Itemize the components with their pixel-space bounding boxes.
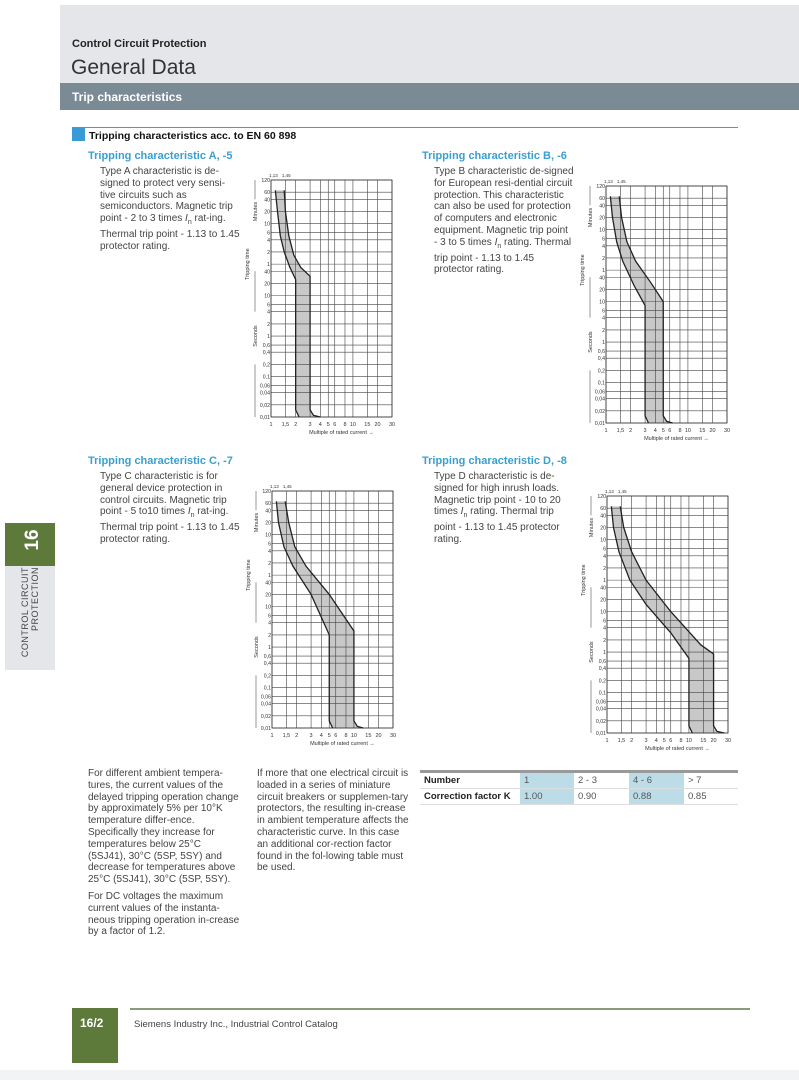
- y-tick-label: 1: [603, 578, 606, 585]
- x-tick-label: 20: [709, 428, 716, 434]
- x-tick-label: 1,5: [282, 733, 291, 739]
- chart-c: [242, 481, 412, 753]
- y-tick-label: 10: [264, 221, 270, 228]
- y-tick-label: 10: [600, 537, 606, 544]
- y-tick-label: 1: [268, 645, 271, 652]
- desc-char-a: [100, 166, 240, 253]
- y-tick-label: 6: [268, 613, 271, 620]
- table-cell: 0.88: [629, 789, 684, 805]
- x-axis-label: Multiple of rated current →: [645, 746, 710, 752]
- y-tick-label: 0,02: [260, 713, 271, 720]
- symbol: I: [187, 506, 191, 518]
- x-axis-label: Multiple of rated current →: [309, 430, 374, 436]
- heading-char-b: Tripping characteristic B, -6: [422, 150, 567, 162]
- y-tick-label: 0,04: [594, 396, 605, 403]
- x-tick-label: 5: [661, 428, 665, 434]
- heading-char-a: Tripping characteristic A, -5: [88, 150, 233, 162]
- y-tick-label: 0,6: [263, 654, 271, 661]
- y-tick-label: 40: [600, 513, 606, 520]
- x-tick-label: 10: [349, 422, 356, 428]
- notes-column: [88, 768, 240, 943]
- desc-text: Type C characteristic is for general device protection in control circuits. Magnetic trip point - 5 to10 times: [100, 471, 227, 518]
- chapter-number: 16: [22, 529, 43, 551]
- y-tick-label: 6: [603, 546, 606, 553]
- y-tick-label: 120: [597, 494, 606, 500]
- table-cell: 4 - 6: [629, 772, 684, 789]
- x-tick-label: 15: [700, 738, 707, 744]
- y-axis-seconds-label: Seconds: [254, 636, 260, 658]
- y-tick-label: 20: [600, 597, 606, 604]
- y-tick-label: 10: [265, 604, 271, 611]
- x-tick-label: 30: [388, 422, 396, 428]
- subscript: n: [187, 219, 192, 227]
- chart-b: [576, 176, 746, 448]
- y-tick-label: 10: [265, 532, 271, 539]
- thermal-label-low: 1,13: [603, 179, 613, 184]
- y-tick-label: 2: [603, 565, 606, 572]
- y-axis-minutes-label: Minutes: [589, 517, 595, 538]
- y-tick-label: 60: [600, 506, 606, 513]
- y-tick-label: 0,4: [597, 356, 605, 363]
- y-tick-label: 4: [267, 309, 270, 316]
- page-number-box: [72, 1008, 118, 1063]
- x-tick-label: 8: [679, 738, 683, 744]
- desc-text: Type A characteristic is de-signed to protect very sensi-tive circuits such as semiconductors. Magnetic trip point - 2 to 3 times: [100, 166, 233, 225]
- x-tick-label: 3: [309, 733, 313, 739]
- section-bar: [60, 83, 799, 110]
- x-tick-label: 5: [327, 733, 331, 739]
- x-tick-label: 6: [669, 738, 673, 744]
- x-tick-label: 15: [365, 733, 372, 739]
- y-tick-label: 0,06: [594, 389, 605, 396]
- y-tick-label: 4: [267, 237, 270, 244]
- y-tick-label: 0,06: [259, 383, 270, 390]
- y-axis-seconds-label: Seconds: [589, 641, 595, 663]
- x-tick-label: 3: [308, 422, 312, 428]
- y-tick-label: 6: [267, 302, 270, 309]
- x-tick-label: 10: [685, 738, 692, 744]
- y-tick-label: 4: [603, 625, 606, 632]
- x-tick-label: 1,5: [617, 738, 626, 744]
- heading-char-c: Tripping characteristic C, -7: [88, 455, 233, 467]
- y-tick-label: 6: [603, 618, 606, 625]
- y-tick-label: 20: [600, 525, 606, 532]
- x-tick-label: 30: [389, 733, 397, 739]
- y-tick-label: 1: [267, 334, 270, 341]
- y-tick-label: 40: [265, 580, 271, 587]
- desc-char-c: [100, 471, 240, 546]
- note-series: If more that one electrical circuit is loaded in a series of miniature circuit breakers or supplemen-tary protectors, the resulting in-crease in ambient temperature affects the characteristic curve. In this case an additional cor-rection factor found in the fol-lowing table must be used.: [257, 768, 409, 874]
- table-row: [420, 772, 738, 789]
- trip-band: [275, 190, 320, 417]
- x-tick-label: 1: [604, 428, 608, 434]
- y-tick-label: 120: [261, 178, 270, 184]
- y-tick-label: 0,04: [595, 706, 606, 713]
- y-tick-label: 0,6: [262, 343, 270, 350]
- symbol: I: [460, 506, 464, 518]
- x-tick-label: 6: [668, 428, 672, 434]
- y-tick-label: 0,06: [595, 699, 606, 706]
- y-tick-label: 120: [596, 184, 605, 190]
- symbol: I: [185, 213, 188, 225]
- x-tick-label: 15: [699, 428, 706, 434]
- table-cell: 0.85: [684, 789, 738, 805]
- x-tick-label: 3: [644, 738, 648, 744]
- y-tick-label: 6: [602, 308, 605, 315]
- footer-text: Siemens Industry Inc., Industrial Control Catalog: [134, 1019, 338, 1030]
- x-tick-label: 30: [723, 428, 731, 434]
- x-tick-label: 2: [294, 422, 298, 428]
- subscript: n: [463, 512, 468, 520]
- y-tick-label: 4: [268, 548, 271, 555]
- thermal-label-low: 1,13: [269, 484, 279, 489]
- y-tick-label: 1: [602, 340, 605, 347]
- y-tick-label: 20: [265, 592, 271, 599]
- y-tick-label: 60: [264, 190, 270, 197]
- x-tick-label: 4: [318, 422, 322, 428]
- x-tick-label: 8: [344, 733, 348, 739]
- section-marker-icon: [72, 128, 85, 141]
- y-tick-label: 0,4: [263, 661, 271, 668]
- desc-text: rat-ing. Thermal trip point - 1.13 to 1.45 protector rating.: [100, 213, 240, 252]
- y-tick-label: 40: [265, 508, 271, 515]
- desc-char-d: [434, 471, 574, 546]
- x-tick-label: 20: [374, 422, 381, 428]
- x-tick-label: 1,5: [281, 422, 290, 428]
- x-tick-label: 30: [724, 738, 732, 744]
- section-heading: [72, 127, 738, 142]
- row-label: Correction factor K: [420, 789, 520, 805]
- y-tick-label: 0,4: [598, 666, 606, 673]
- desc-text: Type D characteristic is de-signed for high inrush loads. Magnetic trip point - 10 to 20 times: [434, 471, 561, 518]
- y-tick-label: 60: [599, 196, 605, 203]
- y-tick-label: 0,6: [597, 349, 605, 356]
- y-tick-label: 0,2: [597, 368, 605, 375]
- y-tick-label: 40: [599, 275, 605, 282]
- y-tick-label: 0,1: [263, 685, 271, 692]
- note-ambient: For different ambient tempera-tures, the current values of the delayed tripping operation change by approximately 5% per 10°K temperature differ-ence. Specifically they increase for temperatures below 25°C (5SJ41), 30°C (5SP, 5SY) and decrease for temperatures above 25°C (5SJ41), 30°C (5SP, 5SY).: [88, 768, 239, 886]
- x-tick-label: 4: [319, 733, 323, 739]
- note-dc: For DC voltages the maximum current values of the instanta-neous tripping operation in-crease by a factor of 1.2.: [88, 890, 240, 938]
- y-tick-label: 0,04: [260, 701, 271, 708]
- table-cell: 2 - 3: [574, 772, 629, 789]
- chart-d: [577, 486, 747, 758]
- y-tick-label: 0,01: [595, 731, 606, 737]
- x-tick-label: 10: [684, 428, 691, 434]
- x-tick-label: 10: [350, 733, 357, 739]
- x-axis-label: Multiple of rated current →: [644, 436, 709, 442]
- y-tick-label: 0,01: [594, 421, 605, 427]
- chapter-label-line2: PROTECTION: [30, 567, 40, 632]
- y-tick-label: 4: [603, 553, 606, 560]
- x-tick-label: 15: [364, 422, 371, 428]
- x-tick-label: 20: [375, 733, 382, 739]
- desc-text: rating. Thermal trip point - 1.13 to 1.45 protector rating.: [434, 236, 572, 276]
- desc-text: rating. Thermal trip point - 1.13 to 1.45 protector rating.: [434, 506, 560, 545]
- y-tick-label: 120: [262, 489, 271, 495]
- y-axis-label: Tripping time: [245, 248, 251, 280]
- y-tick-label: 4: [602, 315, 605, 322]
- chapter-tab-number[interactable]: [5, 523, 55, 566]
- x-tick-label: 8: [343, 422, 347, 428]
- table-cell: 0.90: [574, 789, 629, 805]
- table-cell: > 7: [684, 772, 738, 789]
- row-label: Number: [420, 772, 520, 789]
- x-tick-label: 2: [630, 738, 634, 744]
- y-tick-label: 0,01: [260, 726, 271, 732]
- y-tick-label: 1: [267, 262, 270, 269]
- y-axis-label: Tripping time: [581, 564, 587, 596]
- plot-frame: [271, 180, 392, 417]
- y-tick-label: 0,02: [259, 402, 270, 409]
- y-axis-label: Tripping time: [246, 559, 252, 591]
- x-tick-label: 2: [295, 733, 299, 739]
- y-tick-label: 20: [264, 281, 270, 288]
- y-tick-label: 6: [267, 230, 270, 237]
- y-tick-label: 0,04: [259, 390, 270, 397]
- x-tick-label: 1,5: [616, 428, 625, 434]
- y-axis-minutes-label: Minutes: [253, 201, 259, 222]
- y-tick-label: 2: [602, 255, 605, 262]
- y-axis-label: Tripping time: [580, 254, 586, 286]
- footer-rule: [130, 1008, 750, 1010]
- y-tick-label: 40: [264, 197, 270, 204]
- y-tick-label: 40: [599, 203, 605, 210]
- x-tick-label: 2: [629, 428, 633, 434]
- x-tick-label: 5: [662, 738, 666, 744]
- header-kicker: Control Circuit Protection: [72, 38, 207, 50]
- y-tick-label: 20: [265, 520, 271, 527]
- y-tick-label: 0,06: [260, 694, 271, 701]
- y-tick-label: 6: [268, 541, 271, 548]
- y-tick-label: 0,1: [262, 374, 270, 381]
- y-tick-label: 2: [603, 637, 606, 644]
- chapter-tab-label[interactable]: [5, 566, 55, 670]
- thermal-label-high: 1,45: [617, 489, 627, 494]
- chapter-label-line1: CONTROL CIRCUIT: [20, 567, 30, 658]
- y-tick-label: 2: [267, 249, 270, 256]
- y-tick-label: 0,02: [594, 408, 605, 415]
- y-tick-label: 0,01: [259, 415, 270, 421]
- y-tick-label: 20: [599, 287, 605, 294]
- section-bar-title: Trip characteristics: [72, 90, 183, 104]
- x-axis-label: Multiple of rated current →: [310, 741, 375, 747]
- y-tick-label: 0,1: [598, 690, 606, 697]
- y-axis-minutes-label: Minutes: [254, 512, 260, 533]
- y-tick-label: 2: [268, 632, 271, 639]
- y-tick-label: 4: [268, 620, 271, 627]
- x-tick-label: 1: [269, 422, 273, 428]
- y-tick-label: 60: [265, 501, 271, 508]
- thermal-label-high: 1,45: [281, 173, 291, 178]
- y-tick-label: 1: [603, 650, 606, 657]
- desc-text: rat-ing. Thermal trip point - 1.13 to 1.45 protector rating.: [100, 506, 240, 545]
- table-cell: 1.00: [520, 789, 574, 805]
- y-axis-seconds-label: Seconds: [253, 325, 259, 347]
- y-tick-label: 20: [264, 209, 270, 216]
- plot-frame: [606, 186, 727, 423]
- subscript: n: [497, 242, 502, 250]
- y-tick-label: 1: [268, 573, 271, 580]
- thermal-label-low: 1,13: [268, 173, 278, 178]
- x-tick-label: 8: [678, 428, 682, 434]
- chapter-label: [20, 567, 40, 673]
- y-tick-label: 4: [602, 243, 605, 250]
- x-tick-label: 1: [270, 733, 274, 739]
- x-tick-label: 6: [333, 422, 337, 428]
- x-tick-label: 4: [653, 428, 657, 434]
- thermal-label-low: 1,13: [604, 489, 614, 494]
- y-tick-label: 10: [600, 609, 606, 616]
- y-axis-seconds-label: Seconds: [588, 331, 594, 353]
- section-title: Tripping characteristics acc. to EN 60 898: [89, 130, 297, 142]
- desc-text: Type B characteristic de-signed for European resi-dential circuit protection. This characteristic can also be used for protection of computers and electronic equipment. Magnetic trip point - 3 to 5 times: [434, 166, 574, 248]
- correction-factor-table: [420, 770, 738, 805]
- y-tick-label: 6: [602, 236, 605, 243]
- page-title: General Data: [71, 56, 196, 79]
- y-tick-label: 0,1: [597, 380, 605, 387]
- y-tick-label: 0,6: [598, 659, 606, 666]
- table-cell: 1: [520, 772, 574, 789]
- x-tick-label: 6: [334, 733, 338, 739]
- y-tick-label: 0,02: [595, 718, 606, 725]
- table-row: [420, 789, 738, 805]
- y-tick-label: 40: [600, 585, 606, 592]
- x-tick-label: 4: [654, 738, 658, 744]
- thermal-label-high: 1,45: [616, 179, 626, 184]
- y-tick-label: 2: [602, 327, 605, 334]
- y-tick-label: 0,2: [263, 673, 271, 680]
- y-tick-label: 10: [599, 227, 605, 234]
- y-tick-label: 0,2: [262, 362, 270, 369]
- y-tick-label: 0,2: [598, 678, 606, 685]
- y-tick-label: 0,4: [262, 350, 270, 357]
- y-tick-label: 40: [264, 269, 270, 276]
- symbol: I: [494, 236, 498, 248]
- y-tick-label: 1: [602, 268, 605, 275]
- y-tick-label: 2: [267, 321, 270, 328]
- x-tick-label: 3: [643, 428, 647, 434]
- y-tick-label: 20: [599, 215, 605, 222]
- x-tick-label: 5: [326, 422, 330, 428]
- thermal-label-high: 1,45: [282, 484, 292, 489]
- page-number: 16/2: [80, 1016, 104, 1030]
- x-tick-label: 20: [710, 738, 717, 744]
- y-tick-label: 2: [268, 560, 271, 567]
- heading-char-d: Tripping characteristic D, -8: [422, 455, 567, 467]
- chart-a: [241, 170, 411, 442]
- x-tick-label: 1: [605, 738, 609, 744]
- y-axis-minutes-label: Minutes: [588, 207, 594, 228]
- desc-char-b: [434, 166, 574, 276]
- y-tick-label: 10: [264, 293, 270, 300]
- subscript: n: [190, 512, 195, 520]
- y-tick-label: 10: [599, 299, 605, 306]
